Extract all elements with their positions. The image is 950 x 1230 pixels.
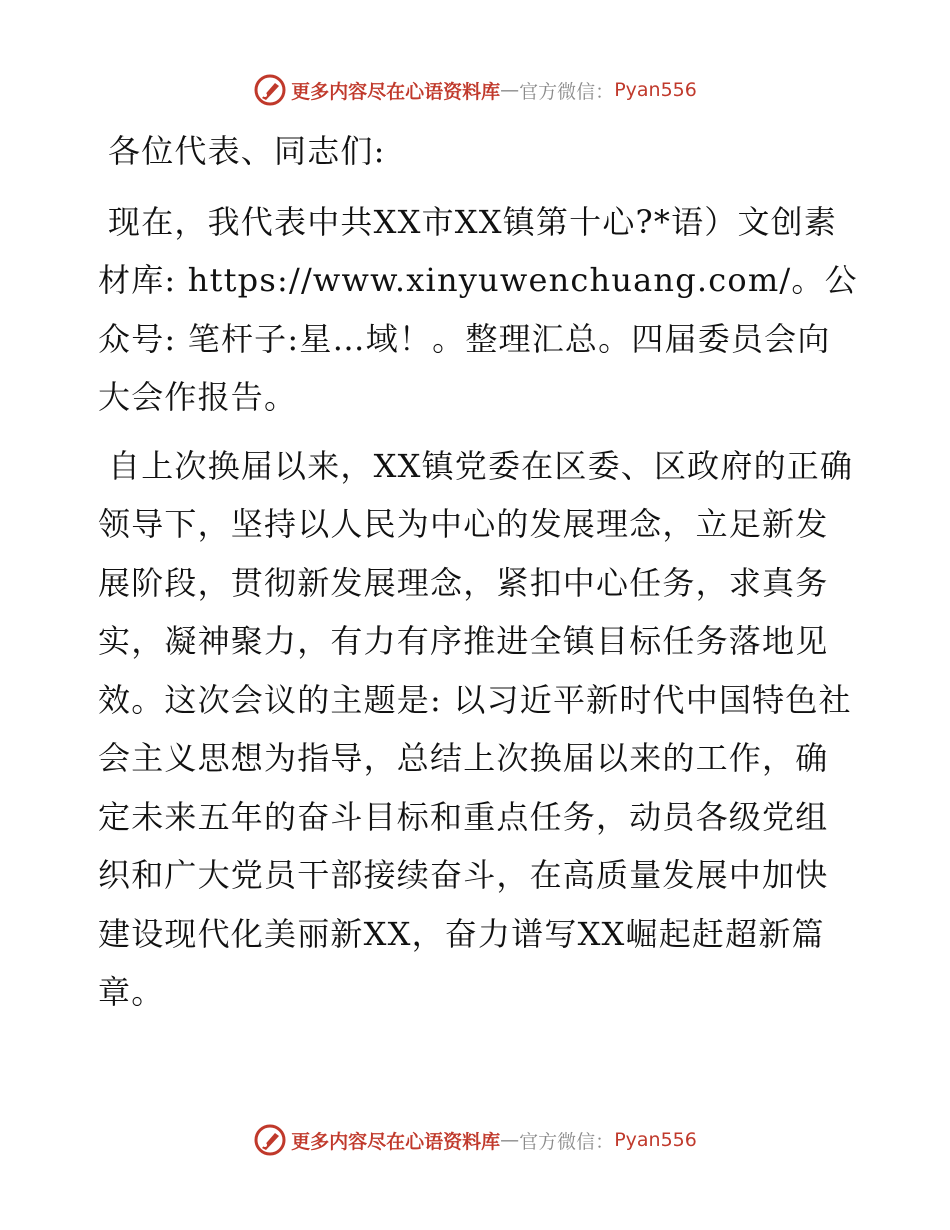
pen-logo-icon — [253, 73, 287, 107]
greeting: 各位代表、同志们: — [108, 132, 386, 170]
footer-banner — [0, 1120, 950, 1160]
paragraph-intro: 现在，我代表中共XX市XX镇第十心?*语）文创素材库: https://www.xinyuwenchuang.com/。公众号: 笔杆子:星…域！。整理汇总。四届委员会向大会作报告。 — [98, 202, 858, 416]
banner-main-text: 更多内容尽在心语资料库 — [291, 1130, 501, 1153]
banner-wechat-id: Pyan556 — [614, 1129, 697, 1151]
header-banner — [0, 70, 950, 110]
banner-separator: — — [500, 79, 520, 101]
banner-wechat-id: Pyan556 — [614, 79, 697, 101]
banner-sub-text: 官方微信： — [519, 1130, 615, 1153]
pen-logo-icon — [253, 1123, 287, 1157]
paragraph-main: 自上次换届以来，XX镇党委在区委、区政府的正确领导下，坚持以人民为中心的发展理念，立足新发展阶段，贯彻新发展理念，紧扣中心任务，求真务实，凝神聚力，有力有序推进全镇目标任务落地见效。这次会议的主题是: 以习近平新时代中国特色社会主义思想为指导，总结上次换届以来的工作，确定未来五年的奋斗目标和重点任务，动员各级党组织和广大党员干部接续奋斗，在高质量发展中加快建设现代化美丽新XX，奋力谱写XX崛起赶超新篇章。 — [98, 446, 854, 1011]
document-body — [98, 122, 858, 1022]
banner-main-text: 更多内容尽在心语资料库 — [291, 80, 501, 103]
banner-separator: — — [500, 1129, 520, 1151]
banner-sub-text: 官方微信： — [519, 80, 615, 103]
